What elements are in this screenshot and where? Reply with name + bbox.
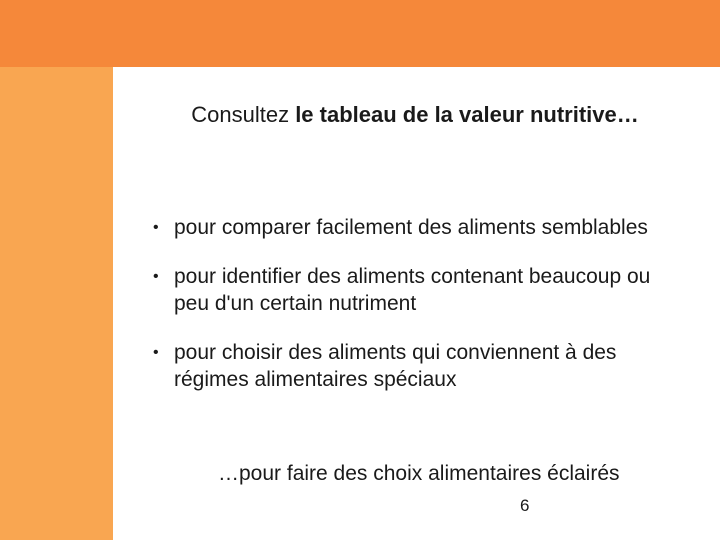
top-accent-band <box>0 0 720 67</box>
bullet-text: pour identifier des aliments contenant beaucoup ou peu d'un certain nutriment <box>174 265 651 315</box>
title-plain-text: Consultez <box>191 102 296 127</box>
left-accent-band <box>0 67 113 540</box>
bullet-text: pour choisir des aliments qui conviennent à des régimes alimentaires spéciaux <box>174 341 617 391</box>
bullet-list <box>150 214 690 415</box>
bullet-dot-icon: • <box>153 268 159 285</box>
bullet-item <box>150 263 690 317</box>
slide-title <box>180 100 650 130</box>
footer-text: …pour faire des choix alimentaires éclairés <box>218 462 620 485</box>
bullet-dot-icon: • <box>153 344 159 361</box>
bullet-dot-icon: • <box>153 219 159 236</box>
bullet-text: pour comparer facilement des aliments semblables <box>174 216 648 239</box>
page-number: 6 <box>520 496 530 515</box>
title-bold-text: le tableau de la valeur nutritive… <box>295 102 639 127</box>
bullet-item <box>150 339 690 393</box>
bullet-item <box>150 214 690 241</box>
